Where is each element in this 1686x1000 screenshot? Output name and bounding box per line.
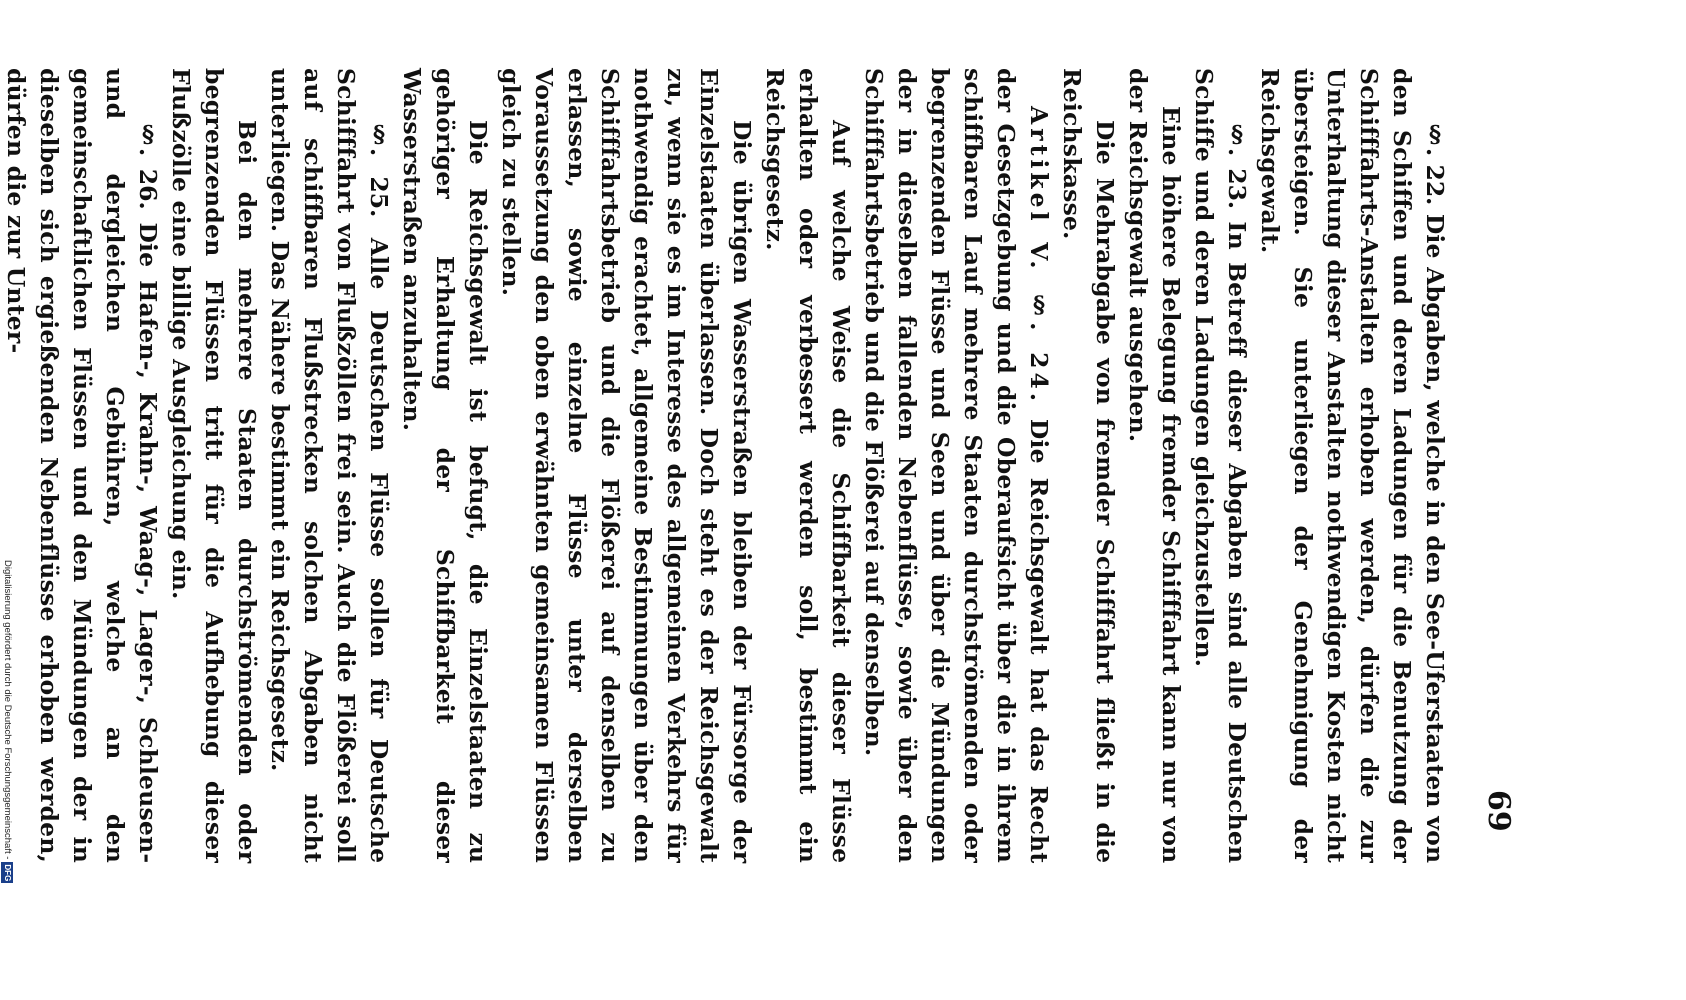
page-number: 69 — [1481, 790, 1516, 832]
section-marker: §. 25. — [365, 119, 393, 217]
section-marker: §. 26. — [134, 119, 162, 210]
paragraph-text: Bei den mehrere Staaten durchströmenden oder begrenzenden Flüssen tritt für die Aufhebung dieser Flußzölle eine billige Ausgleichung ein. — [167, 68, 261, 863]
paragraph-section-22 — [1253, 68, 1451, 863]
paragraph-text: Die Hafen-, Krahn-, Waag-, Lager-, Schleusen- und dergleichen Gebühren, welche an den gemeinschaftlichen Flüssen und den Mündungen der in dieselben sich ergießenden Nebenflüsse erhoben werden, dürfen die zur Unter- — [2, 68, 162, 863]
paragraph-text: Die Abgaben, welche in den See-Uferstaaten von den Schiffen und deren Ladungen für die Benutzung der Schifffahrts-Anstalten erhoben werden, dürfen die zur Unterhaltung dieser Anstalten nothwendigen Kosten nicht übersteigen. Sie unterliegen der Genehmigung der Reichsgewalt. — [1256, 68, 1449, 863]
paragraph-text: Die übrigen Wasserstraßen bleiben der Fürsorge der Einzelstaaten überlassen. Doch steht es der Reichsgewalt zu, wenn sie es im Interesse des allgemeinen Verkehrs für nothwendig erachtet, allgemeine Bestimmungen über den Schifffahrtsbetrieb und die Flößerei auf denselben zu erlassen, sowie einzelne Flüsse unter derselben Voraussetzung den oben erwähnten gemeinsamen Flüssen gleich zu stellen. — [497, 68, 756, 863]
article-heading: Artikel V. §. 24. — [1025, 105, 1053, 405]
dfg-logo: DFG — [3, 864, 12, 882]
paragraph — [494, 68, 758, 863]
paragraph-text: Eine höhere Belegung fremder Schifffahrt kann nur von der Reichsgewalt ausgehen. — [1124, 68, 1185, 863]
paragraph-section-25 — [263, 68, 395, 863]
section-marker: §. 22. — [1421, 119, 1449, 206]
paragraph — [1055, 68, 1121, 863]
paragraph — [758, 68, 857, 863]
paragraph-text: Die Reichsgewalt hat das Recht der Gesetzgebung und die Oberaufsicht über die in ihrem schiffbaren Lauf mehrere Staaten durchströmenden oder begrenzenden Flüsse und Seen und über die Mündungen der in dieselben fallenden Nebenflüsse, sowie über den Schifffahrtsbetrieb und die Flößerei auf denselben. — [860, 68, 1053, 863]
paragraph-text: Alle Deutschen Flüsse sollen für Deutsche Schifffahrt von Flußzöllen frei sein. Auch die Flößerei soll auf schiffbaren Flußstrecken solchen Abgaben nicht unterliegen. Das Nähere bestimmt ein Reichsgesetz. — [266, 68, 393, 863]
paragraph-article-5 — [857, 68, 1055, 863]
section-marker: §. 23. — [1223, 119, 1251, 209]
paragraph-section-26 — [0, 68, 164, 863]
paragraph-section-23 — [1187, 68, 1253, 863]
paragraph-text: In Betreff dieser Abgaben sind alle Deutschen Schiffe und deren Ladungen gleichzustellen. — [1190, 68, 1251, 863]
paragraph — [395, 68, 494, 863]
paragraph-text: Die Mehrabgabe von fremder Schifffahrt fließt in die Reichskasse. — [1058, 68, 1119, 863]
paragraph-text: Auf welche Weise die Schiffbarkeit dieser Flüsse erhalten oder verbessert werden soll, bestimmt ein Reichsgesetz. — [761, 68, 855, 863]
paragraph-text: Die Reichsgewalt ist befugt, die Einzelstaaten zu gehöriger Erhaltung der Schiffbarkeit dieser Wasserstraßen anzuhalten. — [398, 68, 492, 863]
paragraph — [1121, 68, 1187, 863]
paragraph — [164, 68, 263, 863]
credit-text: Digitalisierung gefördert durch die Deutsche Forschungsgemeinschaft - — [2, 560, 13, 860]
